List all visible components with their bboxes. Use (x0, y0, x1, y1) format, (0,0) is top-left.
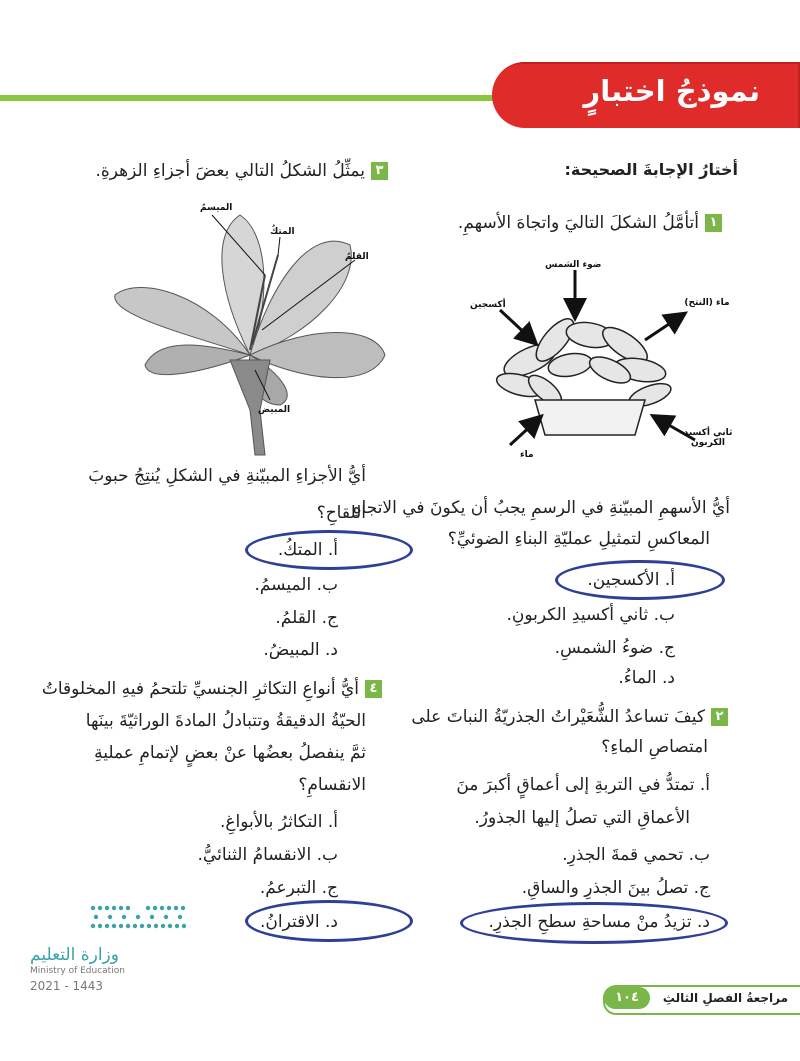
header-rule (0, 95, 500, 101)
ministry-dots (88, 903, 188, 937)
label-water-transpiration: ماء (النتح) (684, 298, 730, 308)
ministry-name-ar: وزارة التعليم (30, 945, 119, 965)
q2-option-b[interactable]: ب. تحمي قمةَ الجذرِ. (562, 845, 710, 865)
label-oxygen: أكسجين (470, 300, 506, 310)
page-title: نموذجُ اختبارٍ (583, 74, 760, 108)
q3-prompt-text: يمثِّلُ الشكلُ التالي بعضَ أجزاءِ الزهرةِ. (95, 161, 365, 181)
q2-option-c[interactable]: ج. تصلُ بينَ الجذرِ والساقِ. (521, 878, 710, 898)
q4-line1: أيُّ أنواعِ التكاثرِ الجنسيِّ تلتحمُ فيهِ المخلوقاتُ (41, 679, 359, 699)
ministry-year: 2021 - 1443 (30, 979, 104, 993)
q1-question-line2: المعاكسِ لتمثيلِ عمليّةِ البناءِ الضوئيِّ؟ (447, 529, 710, 549)
q3-prompt (95, 160, 388, 182)
q1-option-a[interactable]: أ. الأكسجين. (587, 570, 675, 590)
q1-prompt (458, 212, 722, 234)
q2-option-d[interactable]: د. تزيدُ منْ مساحةِ سطحِ الجذرِ. (488, 912, 710, 932)
q1-option-c[interactable]: ج. ضوءُ الشمسِ. (554, 638, 675, 658)
q4-prompt (42, 678, 382, 700)
flower-figure (100, 195, 400, 460)
ministry-name-en: Ministry of Education (30, 966, 125, 976)
q4-option-b[interactable]: ب. الانقسامُ الثنائيُّ. (197, 845, 338, 865)
q1-question-line1: أيُّ الأسهمِ المبيّنةِ في الرسمِ يجبُ أن يكونَ في الاتجاهِ (352, 498, 730, 518)
q3-question-line2: اللقاحِ؟ (316, 503, 366, 523)
q2-prompt (411, 706, 728, 728)
q4-answer-circle (245, 900, 413, 942)
q2-line1: كيفَ تساعدُ الشُّعَيْراتُ الجذريّةُ النباتَ على (411, 707, 705, 727)
label-sunlight: ضوء الشمس (545, 260, 602, 270)
q2-option-a[interactable]: أ. تمتدُّ في التربةِ إلى أعماقٍ أكبرَ منَ (456, 775, 710, 795)
instruction: أختارُ الإجابةَ الصحيحة: (564, 160, 738, 179)
q3-option-d[interactable]: د. المبيضُ. (263, 640, 338, 660)
q3-option-a[interactable]: أ. المتكُ. (277, 540, 338, 560)
label-stigma: الميسمُ (200, 203, 233, 213)
q1-option-d[interactable]: د. الماءُ. (618, 668, 675, 688)
q4-option-a[interactable]: أ. التكاثرُ بالأبواغِ. (219, 812, 338, 832)
flower-diagram (100, 195, 400, 460)
q4-option-d[interactable]: د. الاقترانُ. (259, 912, 338, 932)
q2-line2: امتصاصِ الماءِ؟ (601, 737, 708, 757)
page-number: ١٠٤ (604, 987, 650, 1009)
q1-prompt-text: أتأمَّلُ الشكلَ التاليَ واتجاهَ الأسهمِ. (457, 213, 699, 233)
q1-answer-circle (555, 560, 725, 600)
q4-line3: ثمَّ ينفصلُ بعضُها عنْ بعضٍ لإتمامِ عمليةِ (94, 743, 366, 763)
q1-number: ١ (705, 214, 722, 232)
label-co2: ثاني أكسيد الكربون (683, 428, 733, 448)
label-anther: المتكُ (270, 227, 295, 237)
q1-option-b[interactable]: ب. ثاني أكسيدِ الكربونِ. (506, 605, 675, 625)
q4-line2: الحيّةُ الدقيقةُ وتتبادلُ المادةَ الوراثيّةَ بينَها (85, 711, 366, 731)
q4-option-c[interactable]: ج. التبرعمُ. (259, 878, 338, 898)
plant-figure (450, 250, 740, 470)
q2-option-a-cont: الأعماقِ التي تصلُ إليها الجذورُ. (474, 808, 690, 828)
q4-line4: الانقسامِ؟ (298, 775, 366, 795)
q3-question-line1: أيُّ الأجزاءِ المبيّنةِ في الشكلِ يُنتِجُ حبوبَ (88, 466, 366, 486)
q2-answer-circle (460, 902, 728, 944)
label-ovary: المبيض (258, 405, 291, 415)
q3-number: ٣ (371, 162, 388, 180)
q2-number: ٢ (711, 708, 728, 726)
q4-number: ٤ (365, 680, 382, 698)
q3-answer-circle (245, 530, 413, 570)
footer-chapter: مراجعةُ الفصلِ الثالثِ (662, 991, 788, 1005)
q3-option-b[interactable]: ب. الميسمُ. (254, 575, 338, 595)
label-water: ماء (520, 450, 534, 460)
q3-option-c[interactable]: ج. القلمُ. (275, 608, 338, 628)
ministry-logo-icon (88, 903, 188, 937)
label-style: القلمُ (345, 252, 369, 262)
